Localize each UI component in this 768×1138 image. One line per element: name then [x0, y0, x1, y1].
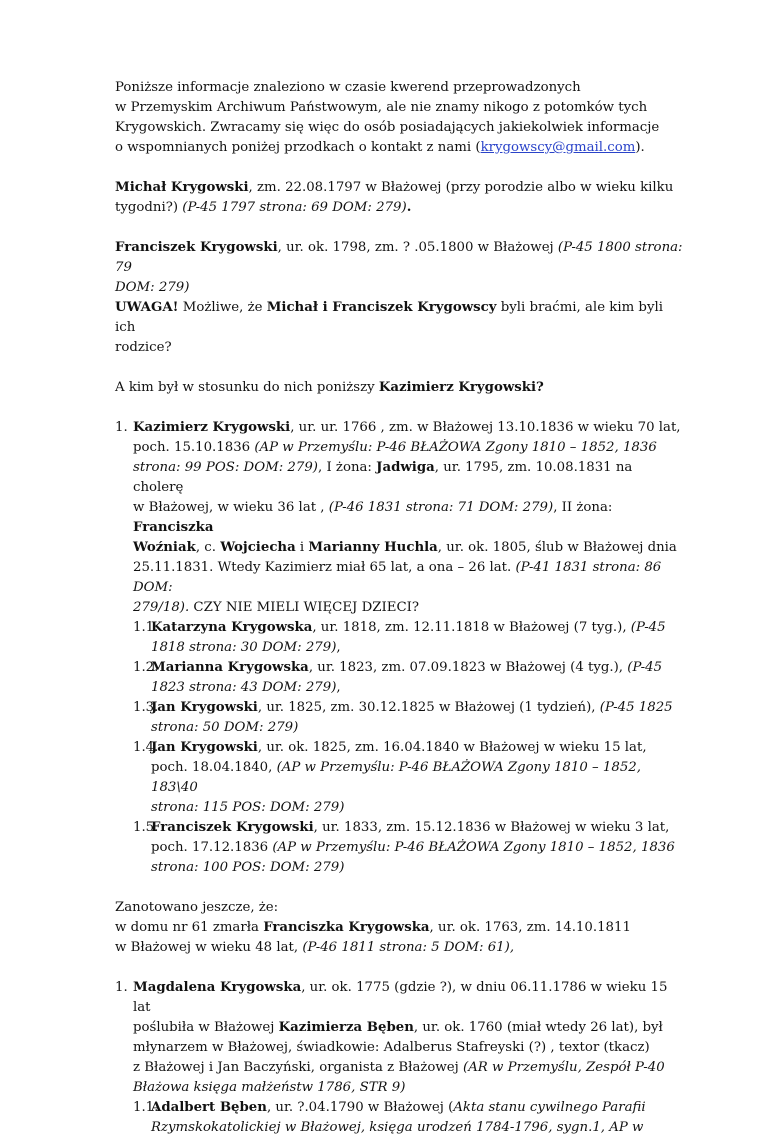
text: rodzice?	[115, 340, 172, 355]
sub-list-item	[133, 738, 685, 818]
list-number: 1.3.	[133, 700, 159, 715]
person-name: Franciszka	[133, 520, 214, 535]
archive-ref: (AP w Przemyślu: P-46 BŁAŻOWA Zgony 1810 – 1852, 1836	[272, 840, 675, 855]
archive-ref: strona: 50 DOM: 279)	[151, 720, 299, 735]
archive-ref: (P-45	[630, 620, 666, 635]
text: 25.11.1831. Wtedy Kazimierz miał 65 lat, a ona – 26 lat.	[133, 560, 516, 575]
list-number: 1.	[115, 420, 128, 435]
person-name: Wojciecha	[220, 540, 296, 555]
archive-ref: strona: 99 POS: DOM: 279)	[133, 460, 318, 475]
person-name: Franciszek Krygowski	[151, 820, 314, 835]
note-label: UWAGA!	[115, 300, 179, 315]
text: , ur. ok. 1805, ślub w Błażowej dnia	[437, 540, 677, 555]
text: .	[406, 200, 412, 215]
text: , I żona:	[318, 460, 377, 475]
archive-ref: (P-45	[627, 660, 663, 675]
archive-ref: Błażowa księga małżeństw 1786, STR 9)	[133, 1080, 406, 1095]
text: poch. 17.12.1836	[151, 840, 273, 855]
intro-line: o wspomnianych poniżej przodkach o kontakt z nami (	[115, 140, 481, 155]
person-name: Marianny Huchla	[308, 540, 438, 555]
archive-ref: (P-41 1831 strona: 86 DOM:	[133, 560, 662, 595]
text: , ur. 1825, zm. 30.12.1825 w Błażowej (1 tydzień),	[257, 700, 600, 715]
sub-list-item	[133, 618, 685, 658]
archive-ref: (P-45 1825	[599, 700, 673, 715]
text: , ur. ok. 1825, zm. 16.04.1840 w Błażowej w wieku 15 lat,	[257, 740, 647, 755]
archive-ref: (P-45 1797 strona: 69 DOM: 279)	[182, 200, 407, 215]
sub-list-item	[133, 818, 685, 878]
person-name: Marianna Krygowska	[151, 660, 309, 675]
question-paragraph	[115, 378, 685, 398]
michal-paragraph	[115, 178, 685, 218]
list-item	[115, 978, 685, 1138]
text: ,	[336, 680, 341, 695]
text: byli braćmi, ale kim byli ich	[115, 300, 663, 335]
list-number: 1.1.	[133, 1100, 159, 1115]
text: , ur. ok. 1775 (gdzie ?), w dniu 06.11.1786 w wieku 15 lat	[133, 980, 668, 1015]
intro-line: ).	[635, 140, 645, 155]
text: w Błażowej, w wieku 36 lat ,	[133, 500, 329, 515]
text: poślubiła w Błażowej	[133, 1020, 279, 1035]
text: , ur. ok. 1760 (miał wtedy 26 lat), był	[413, 1020, 663, 1035]
person-name: Magdalena Krygowska	[133, 980, 302, 995]
text: poch. 15.10.1836	[133, 440, 255, 455]
archive-ref: strona: 100 POS: DOM: 279)	[151, 860, 345, 875]
text: tygodni?)	[115, 200, 183, 215]
archive-ref: Akta stanu cywilnego Parafii	[453, 1100, 646, 1115]
text: młynarzem w Błażowej, świadkowie: Adalberus Stafreyski (?) , textor (tkacz)	[133, 1040, 650, 1055]
person-name: Katarzyna Krygowska	[151, 620, 313, 635]
sub-list-item	[133, 658, 685, 698]
person-name: Woźniak	[133, 540, 196, 555]
person-name: Kazimierz Krygowski?	[378, 380, 544, 395]
list-number: 1.	[115, 980, 128, 995]
noted-paragraph	[115, 898, 685, 958]
list-number: 1.5.	[133, 820, 159, 835]
document-page	[115, 78, 685, 1138]
list-item	[115, 418, 685, 878]
intro-line: Poniższe informacje znaleziono w czasie kwerend przeprowadzonych	[115, 80, 581, 95]
person-name: Adalbert Bęben	[151, 1100, 267, 1115]
list-number: 1.1.	[133, 620, 159, 635]
person-name: Franciszek Krygowski	[115, 240, 278, 255]
intro-line: w Przemyskim Archiwum Państwowym, ale nie znamy nikogo z potomków tych	[115, 100, 648, 115]
text: Zanotowano jeszcze, że:	[115, 900, 279, 915]
text: i	[295, 540, 309, 555]
archive-ref: 1823 strona: 43 DOM: 279)	[151, 680, 337, 695]
person-name: Jadwiga	[376, 460, 435, 475]
archive-ref: (AP w Przemyślu: P-46 BŁAŻOWA Zgony 1810 – 1852, 1836	[254, 440, 657, 455]
text: , c.	[195, 540, 221, 555]
archive-ref: 1818 strona: 30 DOM: 279)	[151, 640, 337, 655]
text: poch. 18.04.1840,	[151, 760, 277, 775]
archive-ref: 279/18).	[133, 600, 190, 615]
text: , ur. 1833, zm. 15.12.1836 w Błażowej w wieku 3 lat,	[313, 820, 670, 835]
text: A kim był w stosunku do nich poniższy	[115, 380, 379, 395]
text: , ur. 1795, zm. 10.08.1831 na cholerę	[133, 460, 633, 495]
archive-ref: (AR w Przemyślu, Zespół P-40	[463, 1060, 665, 1075]
franciszek-paragraph	[115, 238, 685, 358]
text: CZY NIE MIELI WIĘCEJ DZIECI?	[189, 600, 420, 615]
email-link[interactable]: krygowscy@gmail.com	[480, 140, 636, 155]
person-name: Jan Krygowski	[151, 740, 258, 755]
text: z Błażowej i Jan Baczyński, organista z Błażowej	[133, 1060, 463, 1075]
text: , ur. ok. 1763, zm. 14.10.1811	[429, 920, 631, 935]
person-name: Kazimierz Krygowski	[133, 420, 291, 435]
list-number: 1.2.	[133, 660, 159, 675]
archive-ref: (P-46 1831 strona: 71 DOM: 279)	[328, 500, 554, 515]
text: , ur. ok. 1798, zm. ? .05.1800 w Błażowej	[277, 240, 558, 255]
text: , ur. 1818, zm. 12.11.1818 w Błażowej (7 tyg.),	[312, 620, 631, 635]
person-name: Michał i Franciszek Krygowscy	[266, 300, 497, 315]
sub-list-item	[133, 1098, 685, 1138]
text: ,	[336, 640, 341, 655]
intro-paragraph	[115, 78, 685, 158]
archive-ref: (P-46 1811 strona: 5 DOM: 61),	[302, 940, 515, 955]
text: w domu nr 61 zmarła	[115, 920, 264, 935]
archive-ref: DOM: 279)	[115, 280, 190, 295]
text: , II żona:	[553, 500, 613, 515]
list-number: 1.4.	[133, 740, 159, 755]
person-name: Franciszka Krygowska	[263, 920, 430, 935]
sub-list-item	[133, 698, 685, 738]
person-name: Jan Krygowski	[151, 700, 258, 715]
text: , zm. 22.08.1797 w Błażowej (przy porodzie albo w wieku kilku	[248, 180, 674, 195]
archive-ref: Rzymskokatolickiej w Błażowej, księga urodzeń 1784-1796, sygn.1, AP w	[151, 1120, 644, 1135]
text: , ur. ur. 1766 , zm. w Błażowej 13.10.1836 w wieku 70 lat,	[290, 420, 681, 435]
text: , ur. 1823, zm. 07.09.1823 w Błażowej (4 tyg.),	[308, 660, 628, 675]
person-name: Michał Krygowski	[115, 180, 249, 195]
text: , ur. ?.04.1790 w Błażowej (	[266, 1100, 454, 1115]
archive-ref: (P-45 1800 strona: 79	[115, 240, 683, 275]
archive-ref: (AP w Przemyślu: P-46 BŁAŻOWA Zgony 1810 – 1852, 183\40	[151, 760, 641, 795]
archive-ref: strona: 115 POS: DOM: 279)	[151, 800, 345, 815]
text: w Błażowej w wieku 48 lat,	[115, 940, 303, 955]
person-name: Kazimierza Bęben	[278, 1020, 414, 1035]
text: Możliwe, że	[178, 300, 267, 315]
intro-line: Krygowskich. Zwracamy się więc do osób posiadających jakiekolwiek informacje	[115, 120, 660, 135]
